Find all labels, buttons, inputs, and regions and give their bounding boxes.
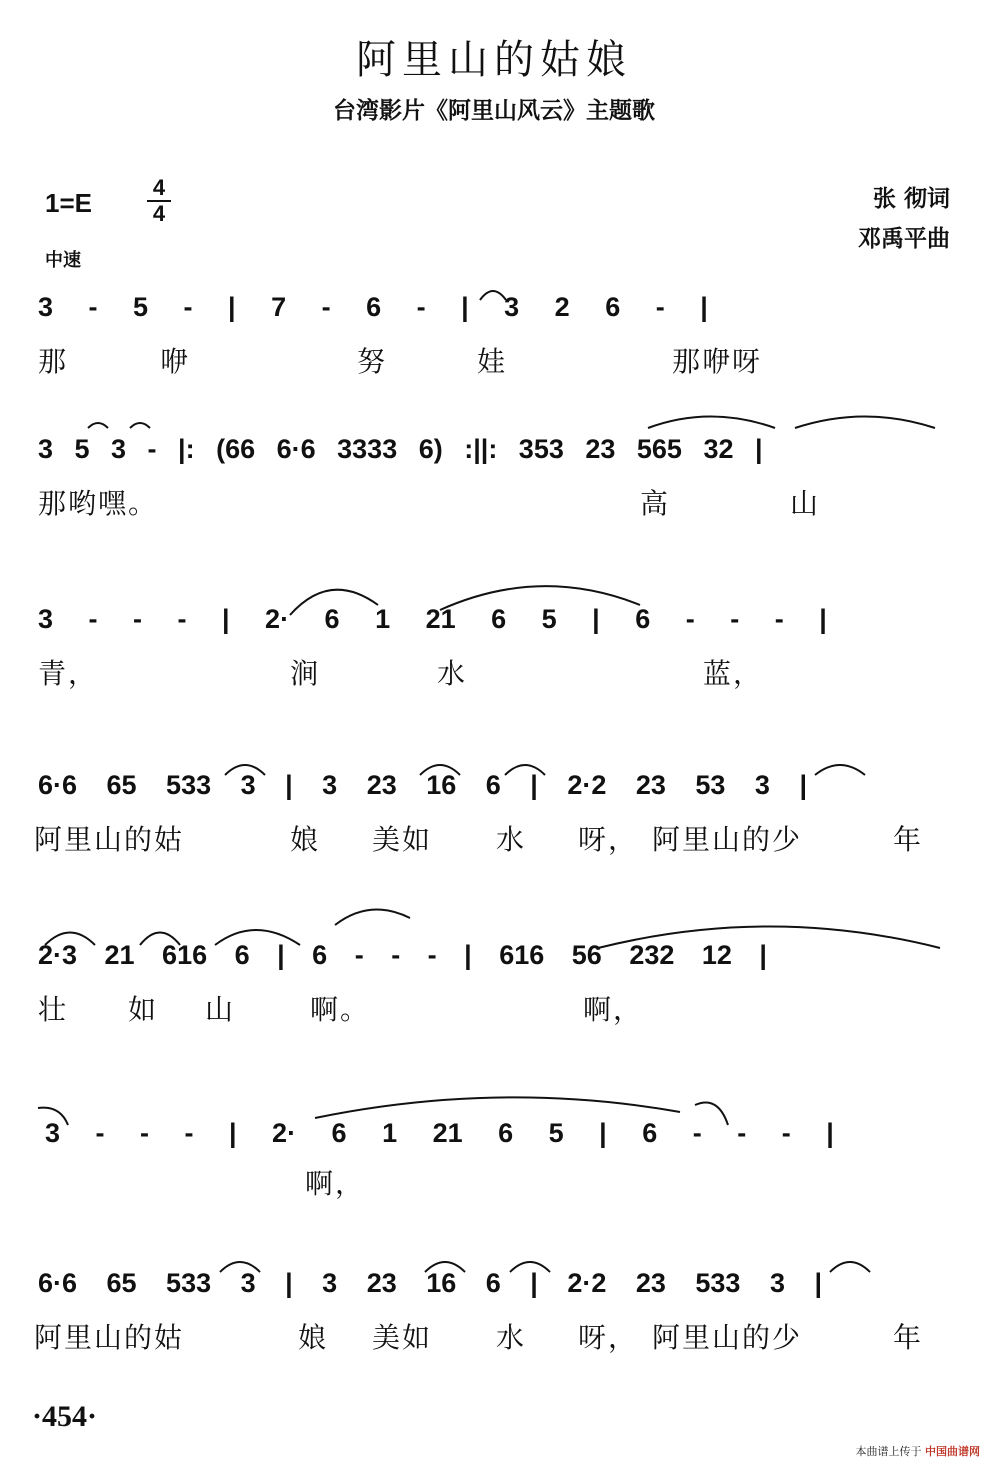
tempo-marking: 中速 <box>45 250 81 271</box>
slur <box>510 1262 550 1272</box>
lyric: 高 <box>640 487 671 520</box>
page-number: ·454· <box>32 1400 98 1433</box>
slur <box>420 765 460 775</box>
lyric: 啊， <box>583 993 644 1026</box>
lyric: 美如 <box>372 823 433 856</box>
lyric: 努 <box>357 345 388 378</box>
lyric: 那 <box>38 345 69 378</box>
slur <box>795 417 935 429</box>
lyric: 阿里山的少 <box>652 823 803 856</box>
slur <box>45 933 95 946</box>
slur <box>598 927 940 949</box>
lyric: 咿 <box>160 345 191 378</box>
notes-row-5: 2·3 21 616 6 | 6 - - - | 616 56 232 12 | <box>38 940 767 970</box>
lyric: 呀， <box>578 823 639 856</box>
lyric: 山 <box>205 993 236 1026</box>
slur <box>440 586 640 610</box>
lyric: 年 <box>893 1321 924 1354</box>
slur <box>648 417 775 429</box>
slur <box>225 765 265 775</box>
slur <box>140 933 180 946</box>
lyric: 年 <box>893 823 924 856</box>
lyric: 娘 <box>290 823 321 856</box>
notes-row-4: 6·6 65 533 3 | 3 23 16 6 | 2·2 23 53 3 | <box>38 770 808 800</box>
lyric: 呀， <box>578 1321 639 1354</box>
slur <box>815 765 865 775</box>
slur <box>505 765 545 775</box>
lyric: 娘 <box>298 1321 329 1354</box>
slur <box>480 291 506 300</box>
lyric: 那哟嘿。 <box>38 487 159 520</box>
page-title: 阿里山的姑娘 <box>356 37 632 83</box>
slur <box>215 930 300 945</box>
composer-credit: 邓禹平曲 <box>858 225 950 252</box>
slur <box>315 1097 680 1118</box>
site-credit-brand: 中国曲谱网 <box>925 1445 980 1458</box>
lyric: 山 <box>790 487 821 520</box>
lyric: 如 <box>128 993 159 1026</box>
fermata <box>88 423 108 428</box>
key-signature: 1=E <box>45 188 92 218</box>
lyric: 阿里山的姑 <box>34 1321 185 1354</box>
notes-row-2: 3 5 3 - |: (66 6·6 3333 6) :||: 353 23 565 32 | <box>38 434 763 464</box>
notes-row-6: 3 - - - | 2· 6 1 21 6 5 | 6 - - - | <box>45 1118 834 1148</box>
lyric: 水 <box>496 1321 527 1354</box>
lyric: 娃 <box>477 345 508 378</box>
lyric: 水 <box>437 657 468 690</box>
time-signature-top: 4 <box>147 176 171 202</box>
time-signature-bottom: 4 <box>152 201 166 226</box>
notes-row-1: 3 - 5 - | 7 - 6 - | 3 2 6 - | <box>38 292 708 322</box>
fermata <box>130 423 150 428</box>
site-credit <box>856 1443 981 1459</box>
lyric: 啊。 <box>310 993 371 1026</box>
notes-row-3: 3 - - - | 2· 6 1 21 6 5 | 6 - - - | <box>38 604 827 634</box>
slur <box>290 590 378 615</box>
lyric: 水 <box>496 823 527 856</box>
slur <box>830 1262 870 1272</box>
slur <box>695 1103 728 1126</box>
lyric: 啊， <box>305 1167 366 1200</box>
slur <box>335 909 410 925</box>
lyric: 涧 <box>290 657 321 690</box>
notes-row-7: 6·6 65 533 3 | 3 23 16 6 | 2·2 23 533 3 | <box>38 1268 823 1298</box>
lyric: 青， <box>38 657 99 690</box>
lyric: 那咿呀 <box>672 345 763 378</box>
lyric: 蓝， <box>703 657 764 690</box>
site-credit-text: 本曲谱上传于 <box>855 1445 922 1458</box>
slur <box>38 1108 68 1125</box>
lyricist-credit: 张 彻词 <box>872 185 950 212</box>
slur <box>425 1262 465 1272</box>
lyric: 美如 <box>372 1321 433 1354</box>
lyric: 阿里山的少 <box>652 1321 803 1354</box>
page-subtitle: 台湾影片《阿里山风云》主题歌 <box>333 97 655 124</box>
lyric: 壮 <box>38 993 69 1026</box>
lyric: 阿里山的姑 <box>34 823 185 856</box>
slur <box>220 1262 260 1272</box>
